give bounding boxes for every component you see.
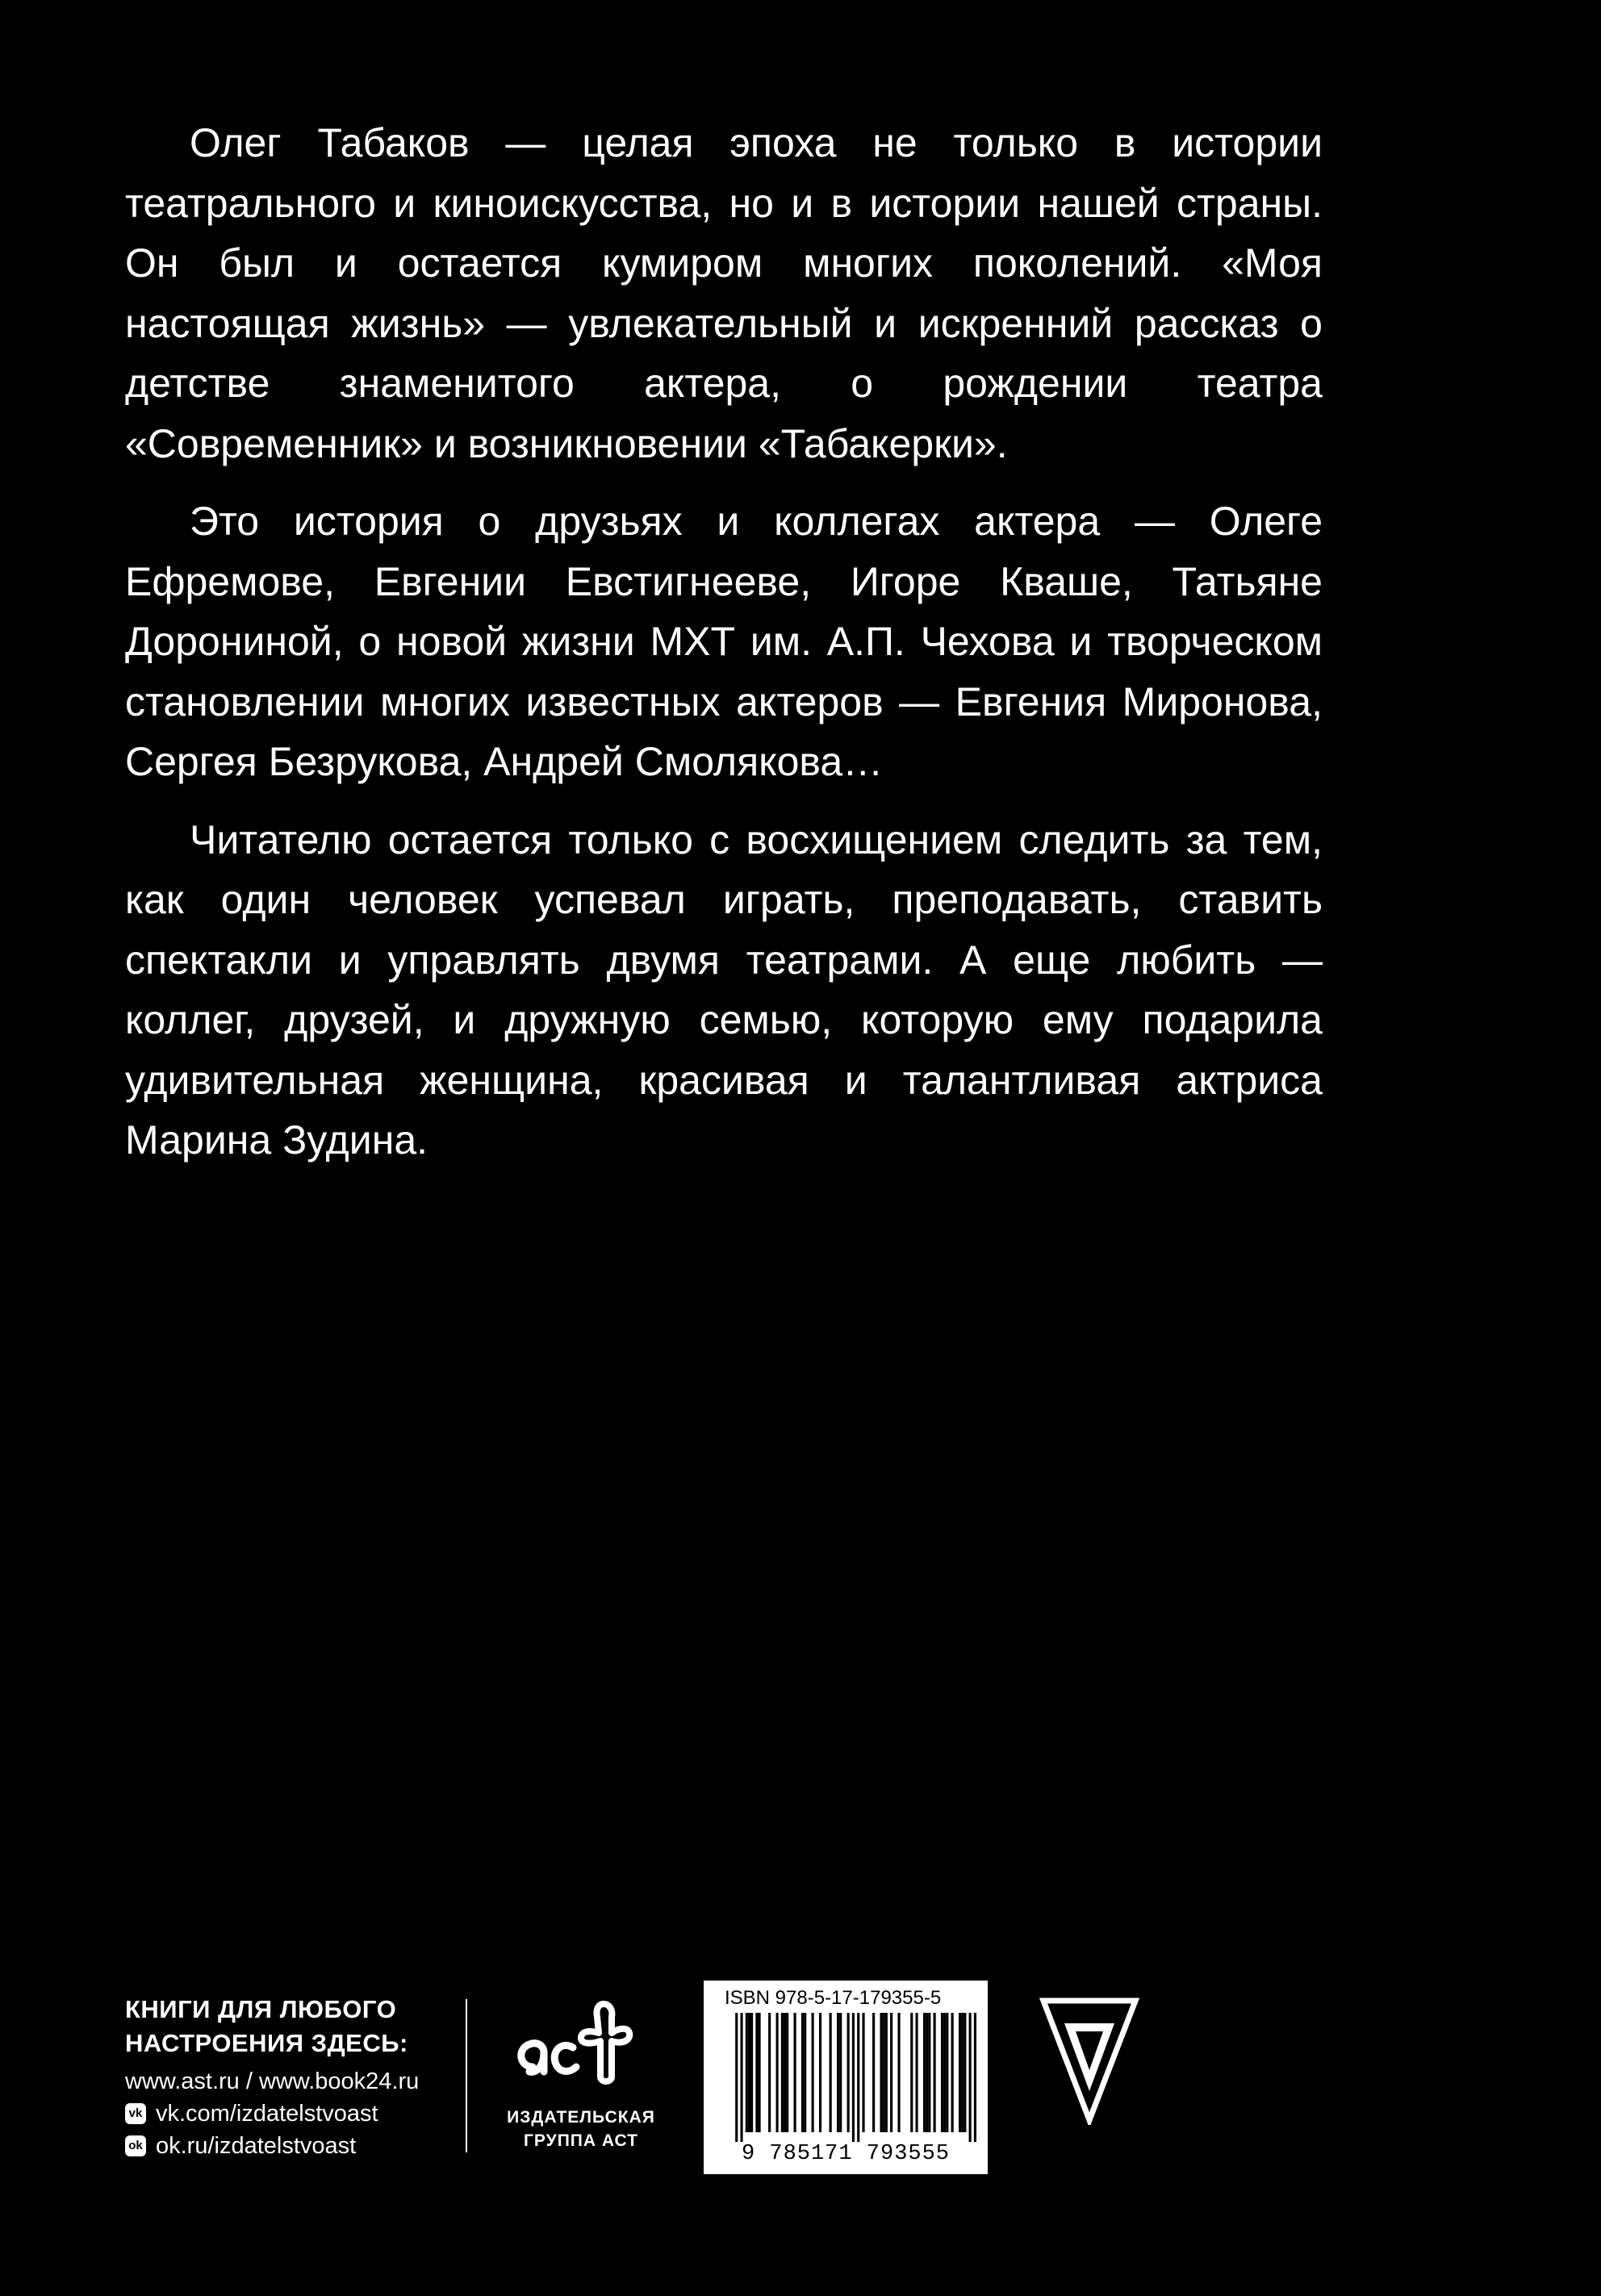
barcode-bar [897,2013,900,2132]
footer-divider [466,1999,467,2152]
barcode-bar [758,2013,760,2132]
ast-logo-icon [508,1993,654,2098]
book-blurb [125,113,1323,1188]
barcode-bar [837,2013,839,2132]
barcode-bar [872,2013,875,2132]
barcode-bar [943,2013,946,2132]
blurb-paragraph-1: Олег Табаков — целая эпоха не только в истории театрального и киноискусства, но и в истории нашей страны. Он был и остается кумиром многих поколений. «Моя настоящая жизнь» — увлекательный и искренний рассказ о детстве знаменитого актера, о рождении театра «Современник» и возникновении «Табакерки». [125,120,1323,466]
barcode-bar [740,2013,742,2142]
barcode-bar [880,2013,882,2132]
ast-caption-line-1: ИЗДАТЕЛЬСКАЯ [507,2108,655,2127]
ok-link-text[interactable]: ok.ru/izdatelstvoast [156,2133,357,2159]
barcode-bar [784,2013,786,2132]
barcode-bar [862,2013,864,2132]
barcode-bar [781,2013,784,2132]
blurb-paragraph-3: Читателю остается только с восхищением следить за тем, как один человек успевал играть, преподавать, ставить спектакли и управлять двумя театрами. А еще любить — коллег, друзей, и дружную семью, которую ему подарила удивительная женщина, красивая и талантливая актриса Марина Зудина. [125,816,1323,1163]
barcode-bar [847,2013,850,2132]
barcode-bar [890,2013,892,2132]
vk-link-text[interactable]: vk.com/izdatelstvoast [156,2101,378,2127]
barcode-bars [715,2013,976,2142]
isbn-label: ISBN 978-5-17-179355-5 [725,1987,942,2009]
barcode-bar [857,2013,859,2142]
contacts-heading-line-2: НАСТРОЕНИЯ ЗДЕСЬ: [125,2029,408,2057]
barcode-bar [961,2013,964,2132]
vk-icon: vk [125,2103,146,2124]
vk-link[interactable] [125,2098,448,2130]
websites-text[interactable]: www.ast.ru / www.book24.ru [125,2068,420,2094]
barcode-bar [974,2013,976,2142]
barcode-digits: 9 785171 793555 [741,2142,951,2166]
barcode-bar [934,2013,936,2132]
barcode-bar [923,2013,926,2132]
barcode-bar [786,2013,788,2132]
barcode-bar [959,2013,961,2132]
v-logo-icon [1037,1996,1142,2125]
barcode-bar [794,2013,796,2132]
barcode-bar [951,2013,954,2132]
barcode-bar [910,2013,913,2132]
barcode-bar [819,2013,821,2132]
ok-icon: ok [125,2135,146,2156]
barcode-bar [748,2013,750,2132]
barcode-bar [916,2013,918,2132]
barcode-bar [852,2013,855,2142]
barcode-bar [746,2013,748,2132]
barcode-bar [883,2013,885,2132]
barcode-bar [926,2013,928,2132]
barcode-bar [946,2013,948,2132]
blurb-paragraph-2: Это история о друзьях и коллегах актера — Олеге Ефремове, Евгении Евстигнееве, Игоре Кваше, Татьяне Дорониной, о новой жизни МХТ им. А.П. Чехова и творческом становлении многих известных актеров — Евгения Миронова, Сергея Безрукова, Андрей Смолякова… [125,499,1323,784]
barcode-bar [969,2013,972,2142]
ast-caption-line-2: ГРУППА АСТ [524,2131,638,2150]
ok-link[interactable] [125,2130,448,2162]
barcode-bar [735,2013,738,2142]
barcode-bar [941,2013,943,2132]
barcode-bar [964,2013,966,2132]
websites-line[interactable] [125,2065,448,2098]
barcode-bar [839,2013,842,2132]
contacts-heading-line-1: КНИГИ ДЛЯ ЛЮБОГО [125,1995,397,2023]
barcode-bar [768,2013,771,2132]
publisher-contacts [125,1993,448,2162]
ast-publisher-logo [492,1993,670,2162]
barcode-bar [801,2013,804,2132]
barcode-bar [804,2013,806,2132]
isbn-barcode [704,1981,988,2174]
barcode-bar [755,2013,758,2132]
barcode-bar [830,2013,832,2132]
barcode-bar [928,2013,930,2132]
barcode-bar [812,2013,814,2132]
barcode-bar [750,2013,753,2132]
barcode-bar [776,2013,779,2132]
barcode-bar [885,2013,888,2132]
